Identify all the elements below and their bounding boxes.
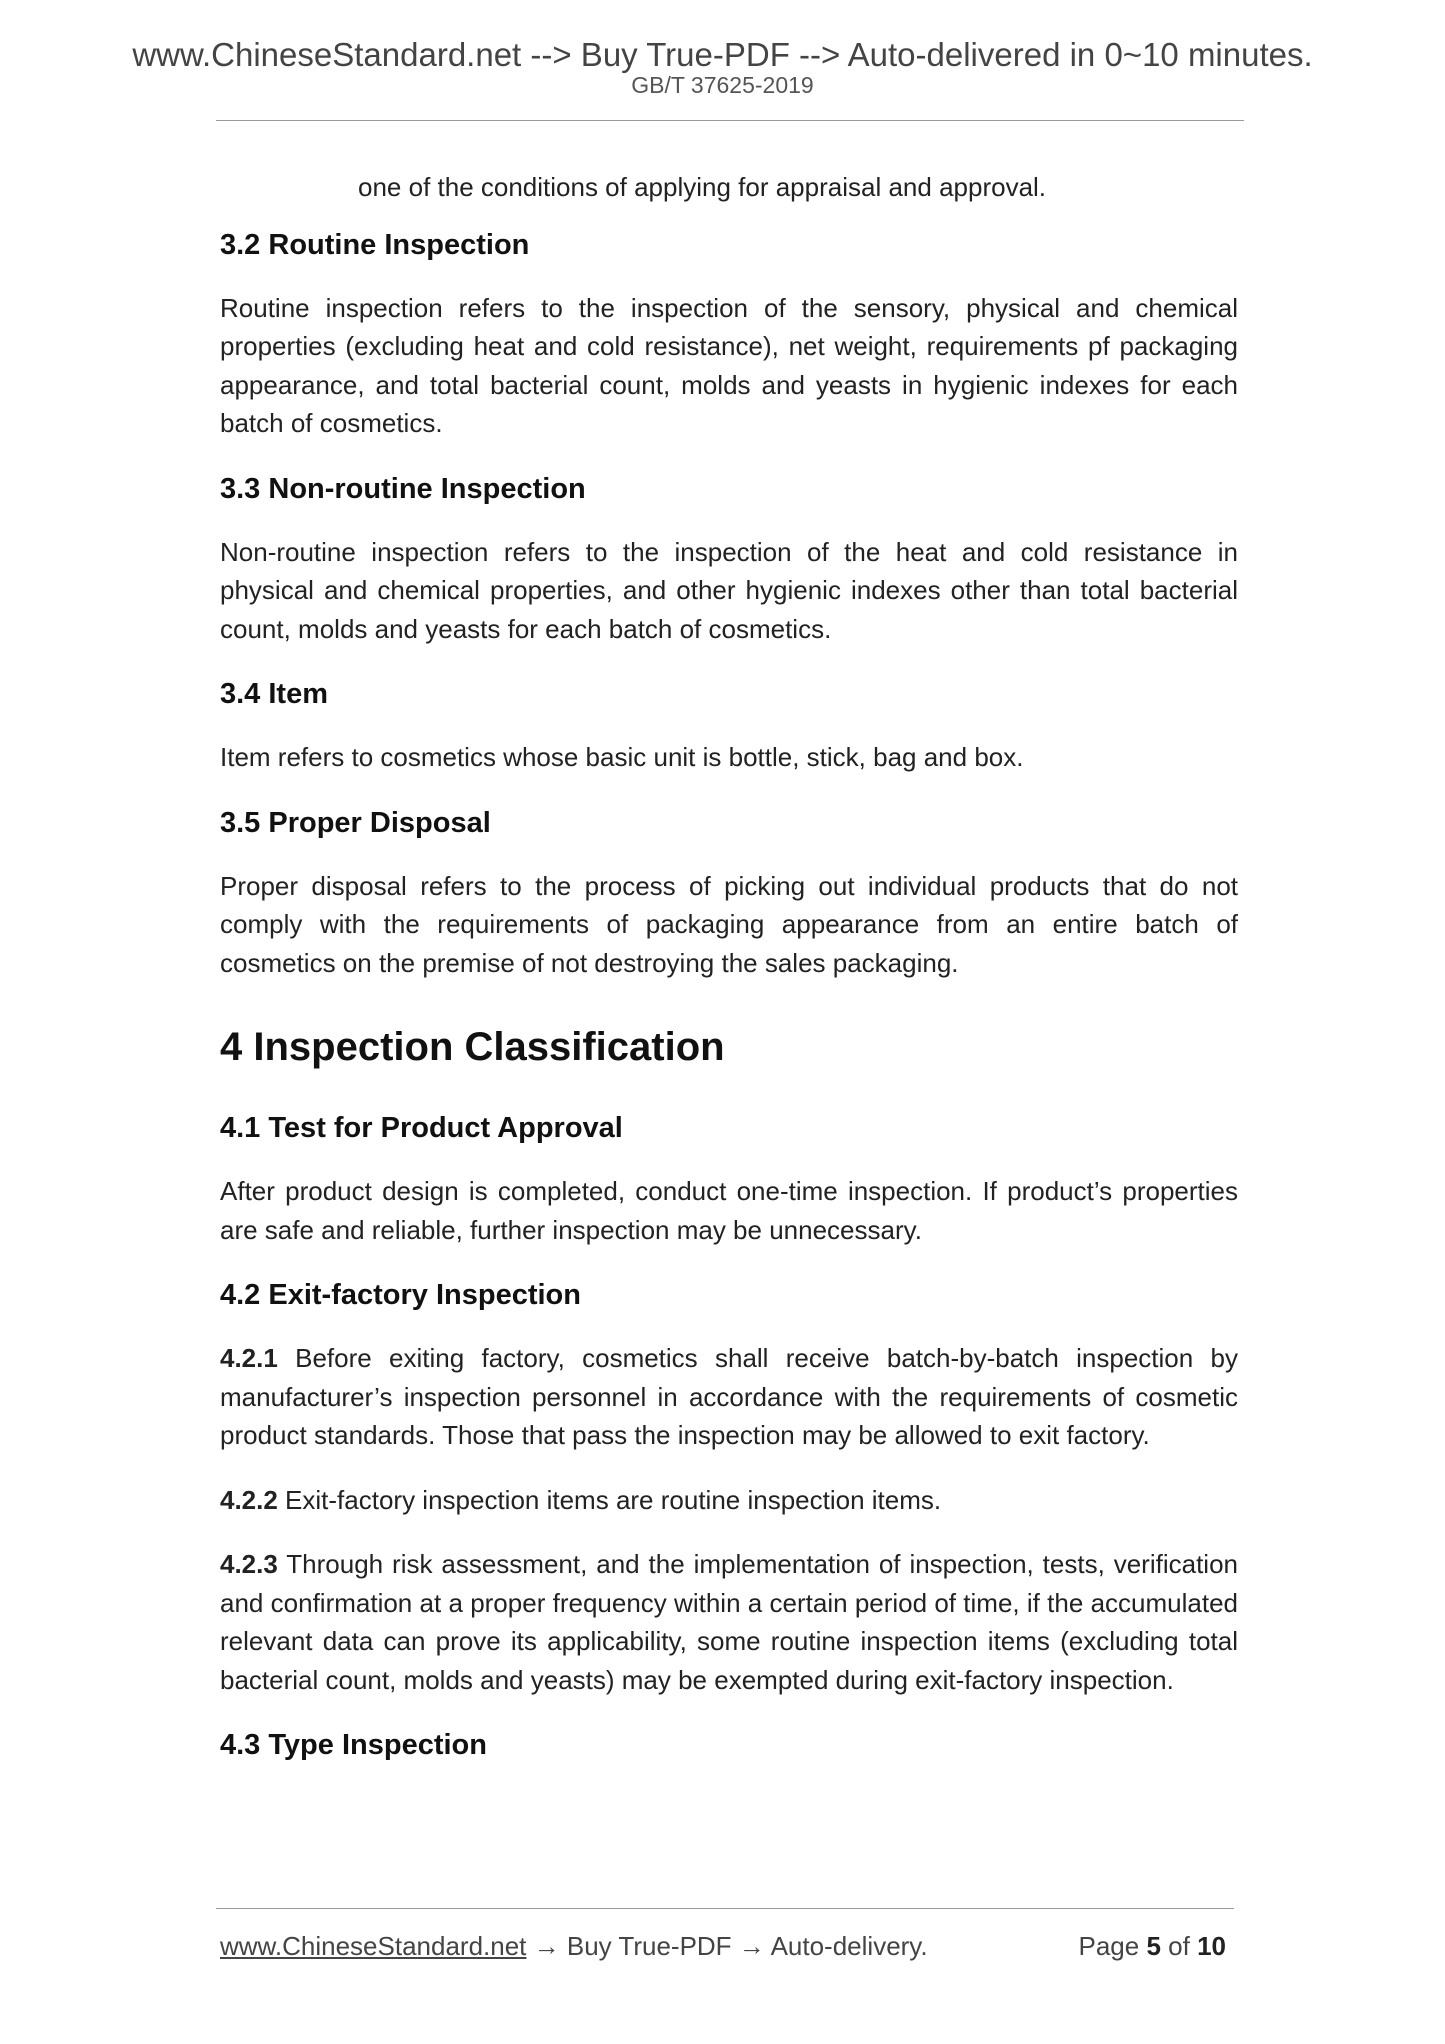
clause-number: 4.2.3 — [220, 1549, 278, 1579]
header-divider — [216, 120, 1244, 121]
section-4-3-heading: 4.3 Type Inspection — [220, 1729, 487, 1761]
clause-4-2-3 — [220, 1545, 1238, 1699]
footer-site-link[interactable]: www.ChineseStandard.net — [220, 1931, 527, 1961]
total-page-number: 10 — [1197, 1931, 1226, 1961]
page-footer — [220, 1928, 1234, 1964]
site-banner: www.ChineseStandard.net --> Buy True-PDF --> Auto-delivered in 0~10 minutes. — [132, 36, 1313, 73]
section-3-5-text: Proper disposal refers to the process of picking out individual products that do not comply with the requirements of packaging appearance from an entire batch of cosmetics on the premise of not destroying the sales packaging. — [220, 870, 1238, 978]
clause-number: 4.2.2 — [220, 1484, 278, 1515]
clause-4-2-1 — [220, 1339, 1238, 1455]
section-3-2-text: Routine inspection refers to the inspection of the sensory, physical and chemical properties (excluding heat and cold resistance), net weight, requirements pf packaging appearance, and total bacterial count, molds and yeasts in hygienic indexes for each batch of cosmetics. — [220, 292, 1238, 438]
current-page-number: 5 — [1146, 1931, 1161, 1961]
document-body — [220, 168, 1238, 1765]
page-indicator — [1078, 1928, 1226, 1964]
page-label: Page — [1078, 1931, 1140, 1961]
continuation-text: one of the conditions of applying for appraisal and approval. — [358, 172, 1047, 202]
section-3-5-heading: 3.5 Proper Disposal — [220, 806, 491, 839]
section-3-4-heading: 3.4 Item — [220, 678, 328, 710]
section-4-1-heading: 4.1 Test for Product Approval — [220, 1112, 623, 1144]
clause-text: Through risk assessment, and the implementation of inspection, tests, verification and confirmation at a proper frequency within a certain period of time, if the accumulated relevant data can prove its applicability, some routine inspection items (excluding total bacterial count, molds and yeasts) may be exempted during exit-factory inspection. — [220, 1549, 1238, 1695]
clause-text: Exit-factory inspection items are routine inspection items. — [277, 1484, 942, 1515]
standard-code: GB/T 37625-2019 — [631, 72, 814, 98]
section-3-3-heading: 3.3 Non-routine Inspection — [220, 472, 586, 505]
section-3-4-text: Item refers to cosmetics whose basic unit is bottle, stick, bag and box. — [220, 742, 1024, 772]
section-4-1-text: After product design is completed, conduct one-time inspection. If product’s properties are safe and reliable, further inspection may be unnecessary. — [220, 1176, 1238, 1245]
section-3-2-heading: 3.2 Routine Inspection — [220, 228, 530, 261]
section-4-2-heading: 4.2 Exit-factory Inspection — [220, 1279, 581, 1311]
clause-number: 4.2.1 — [220, 1343, 278, 1373]
footer-promo-text: → Buy True-PDF → Auto-delivery. — [526, 1931, 928, 1961]
footer-divider — [216, 1908, 1234, 1909]
footer-promo — [220, 1928, 928, 1964]
clause-4-2-2 — [220, 1481, 1238, 1520]
clause-text: Before exiting factory, cosmetics shall receive batch-by-batch inspection by manufacturer’s inspection personnel in accordance with the requirements of cosmetic product standards. Those that pass the inspection may be allowed to exit factory. — [220, 1343, 1238, 1450]
section-4-heading: 4 Inspection Classification — [220, 1025, 725, 1069]
section-3-3-text: Non-routine inspection refers to the inspection of the heat and cold resistance in physical and chemical properties, and other hygienic indexes other than total bacterial count, molds and yeasts for each batch of cosmetics. — [220, 536, 1238, 644]
of-label: of — [1168, 1931, 1190, 1961]
